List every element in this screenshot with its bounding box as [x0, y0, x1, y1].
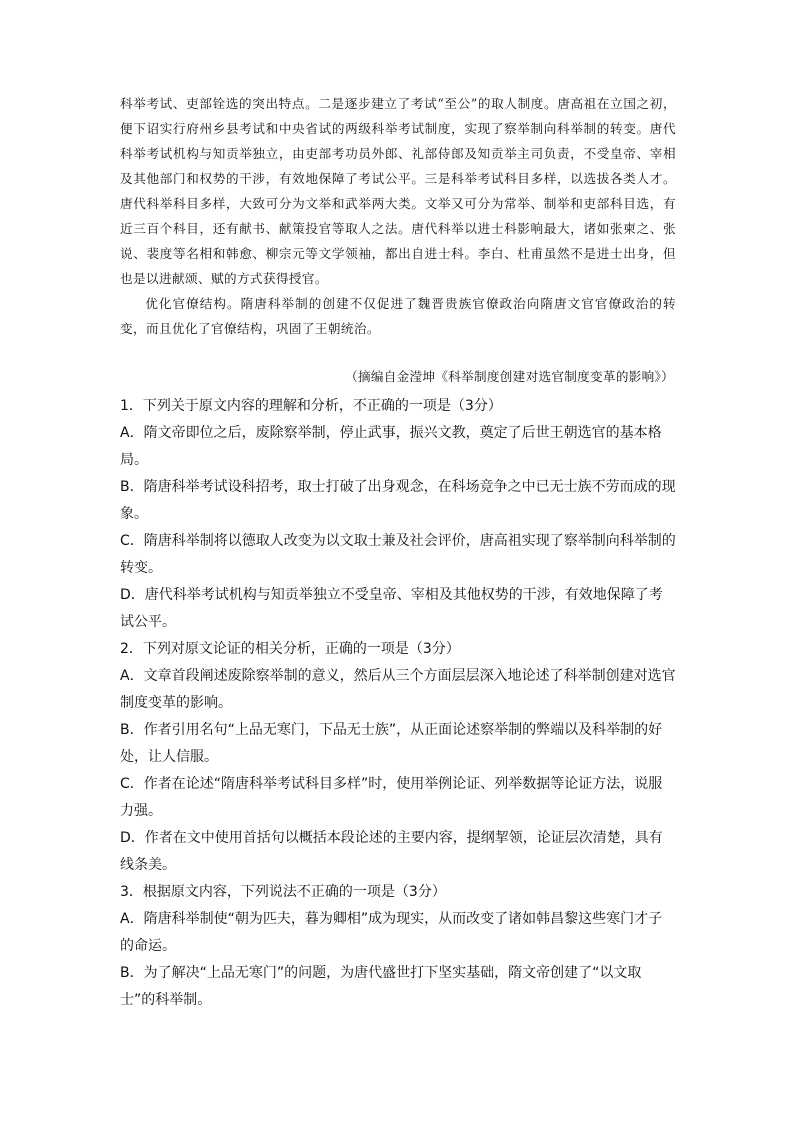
question-2-option-b: B．作者引用名句“上品无寒门，下品无士族”，从正面论述察举制的弊端以及科举制的好处，让人信服。 [120, 722, 663, 765]
question-3-option-b: B．为了解决“上品无寒门”的问题，为唐代盛世打下坚实基础，隋文帝创建了“以文取士”的科举制。 [120, 965, 642, 1008]
question-3-stem: 3．根据原文内容，下列说法不正确的一项是（3分） [120, 884, 446, 900]
question-2-option-d: D．作者在文中使用首括句以概括本段论述的主要内容，提纲挈领，论证层次清楚，具有线条美。 [120, 830, 663, 873]
question-1-option-b: B．隋唐科举考试设科招考，取士打破了出身观念，在科场竞争之中已无士族不劳而成的现象。 [120, 479, 676, 522]
passage-paragraph: 优化官僚结构。隋唐科举制的创建不仅促进了魏晋贵族官僚政治向隋唐文官官僚政治的转变，而且优化了官僚结构，巩固了王朝统治。 [120, 296, 676, 336]
question-2-stem: 2．下列对原文论证的相关分析，正确的一项是（3分） [120, 641, 460, 657]
question-1-option-a: A．隋文帝即位之后，废除察举制，停止武事，振兴文教，奠定了后世王朝选官的基本格局。 [120, 425, 662, 468]
question-3-option-a: A．隋唐科举制使“朝为匹夫，暮为卿相”成为现实，从而改变了诸如韩昌黎这些寒门才子的命运。 [120, 911, 663, 954]
question-2-option-a: A．文章首段阐述废除察举制的意义，然后从三个方面层层深入地论述了科举制创建对选官制度变革的影响。 [120, 668, 676, 711]
reading-passage [120, 91, 676, 341]
question-list [120, 393, 676, 1014]
question-1-option-c: C．隋唐科举制将以德取人改变为以文取士兼及社会评价，唐高祖实现了察举制向科举制的转变。 [120, 533, 676, 576]
passage-source: （摘编自金滢坤《科举制度创建对选官制度变革的影响》） [345, 369, 674, 384]
question-1-stem: 1．下列关于原文内容的理解和分析，不正确的一项是（3分） [120, 398, 502, 414]
question-1-option-d: D．唐代科举考试机构与知贡举独立不受皇帝、宰相及其他权势的干涉，有效地保障了考试公平。 [120, 587, 663, 630]
question-2-option-c: C．作者在论述“隋唐科举考试科目多样”时，使用举例论证、列举数据等论证方法，说服力强。 [120, 776, 663, 819]
passage-paragraph: 科举考试、吏部铨选的突出特点。二是逐步建立了考试“至公”的取人制度。唐高祖在立国之初，便下诏实行府州乡县考试和中央省试的两级科举考试制度，实现了察举制向科举制的转变。唐代科举考试机构与知贡举独立，由吏部考功员外郎、礼部侍郎及知贡举主司负责，不受皇帝、宰相及其他部门和权势的干涉，有效地保障了考试公平。三是科举考试科目多样，以选拔各类人才。唐代科举科目多样，大致可分为文举和武举两大类。文举又可分为常举、制举和吏部科目选，有近三百个科目，还有献书、献策投官等取人之法。唐代科举以进士科影响最大，诸如张柬之、张说、裴度等名相和韩愈、柳宗元等文学领袖，都出自进士科。李白、杜甫虽然不是进士出身，但也是以进献颂、赋的方式获得授官。 [120, 96, 676, 286]
